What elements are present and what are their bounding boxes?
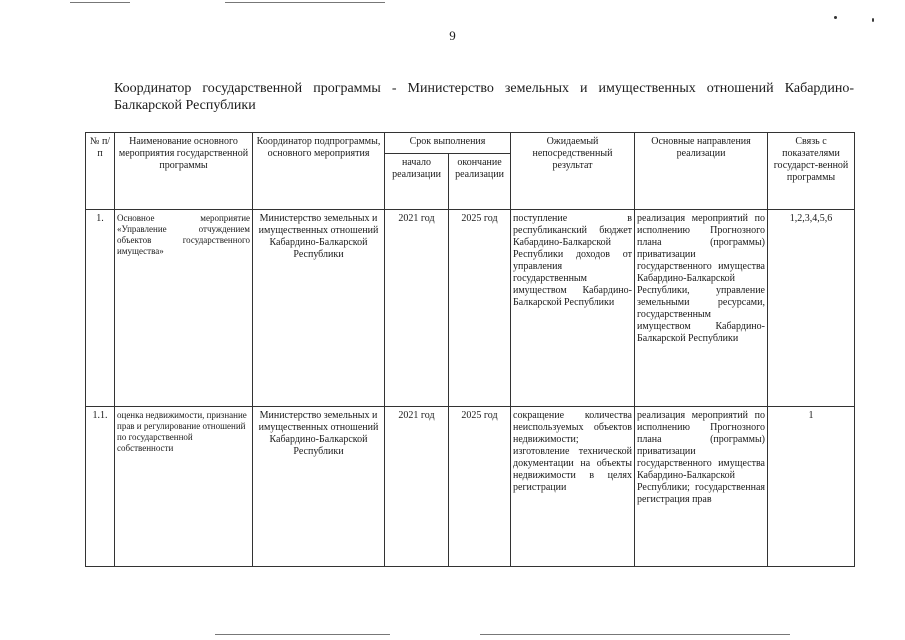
header-num: № п/п	[86, 133, 115, 210]
table-row	[86, 210, 855, 407]
row-coordinator: Министерство земельных и имущественных отношений Кабардино-Балкарской Республики	[253, 210, 385, 407]
scan-artifact-line	[215, 634, 390, 635]
row-end: 2025 год	[449, 407, 511, 567]
document-heading: Координатор государственной программы - Министерство земельных и имущественных отношений Кабардино-Балкарской Республики	[114, 81, 854, 113]
header-name: Наименование основного мероприятия государственной программы	[115, 133, 253, 210]
row-link: 1,2,3,4,5,6	[768, 210, 855, 407]
header-result: Ожидаемый непосредственный результат	[511, 133, 635, 210]
row-start: 2021 год	[385, 210, 449, 407]
scan-artifact-dot	[872, 18, 874, 22]
scan-artifact-dot	[834, 16, 837, 19]
row-num: 1.	[86, 210, 115, 407]
header-start: начало реализации	[385, 154, 449, 210]
header-coordinator: Координатор подпрограммы, основного мероприятия	[253, 133, 385, 210]
row-result: поступление в республиканский бюджет Кабардино-Балкарской Республики доходов от управления государственным имуществом Кабардино-Балкарской Республики	[511, 210, 635, 407]
header-directions: Основные направления реализации	[635, 133, 768, 210]
scan-artifact-line	[70, 2, 130, 3]
scan-artifact-line	[225, 2, 385, 3]
table-header-row	[86, 133, 855, 154]
row-result: сокращение количества неиспользуемых объектов недвижимости; изготовление технической документации на объекты недвижимости в целях регистрации	[511, 407, 635, 567]
row-name: Основное мероприятие «Управление отчуждением объектов государственного имущества»	[115, 210, 253, 407]
table-row	[86, 407, 855, 567]
row-name: оценка недвижимости, признание прав и регулирование отношений по государственной собственности	[115, 407, 253, 567]
header-link: Связь с показателями государст-венной программы	[768, 133, 855, 210]
row-directions: реализация мероприятий по исполнению Прогнозного плана (программы) приватизации государственного имущества Кабардино-Балкарской Республики; государственная регистрация прав	[635, 407, 768, 567]
row-start: 2021 год	[385, 407, 449, 567]
page-number: 9	[449, 28, 456, 43]
program-table	[85, 132, 855, 567]
row-directions: реализация мероприятий по исполнению Прогнозного плана (программы) приватизации государственного имущества Кабардино-Балкарской Республики, управление земельными ресурсами, государственным имуществом Кабардино-Балкарской Республики	[635, 210, 768, 407]
header-end: окончание реализации	[449, 154, 511, 210]
row-num: 1.1.	[86, 407, 115, 567]
row-link: 1	[768, 407, 855, 567]
row-coordinator: Министерство земельных и имущественных отношений Кабардино-Балкарской Республики	[253, 407, 385, 567]
row-end: 2025 год	[449, 210, 511, 407]
scan-artifact-line	[480, 634, 790, 635]
header-term: Срок выполнения	[385, 133, 511, 154]
